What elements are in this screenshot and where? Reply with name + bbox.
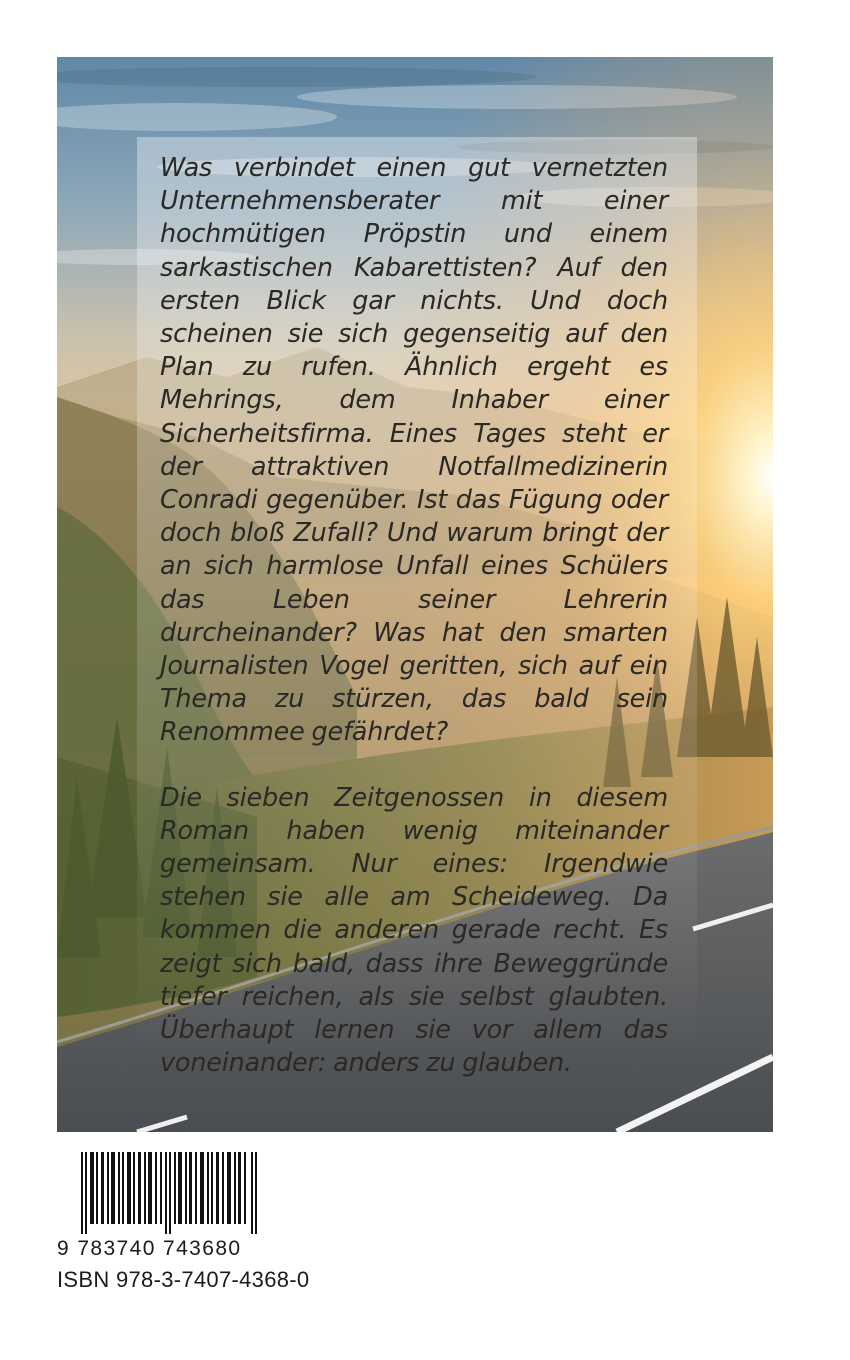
blurb-paragraph-2: Die sieben Zeitgenossen in diesem Roman haben wenig miteinander gemeinsam. Nur eines: Irgendwie stehen sie alle am Scheideweg. Da kommen die anderen gerade recht. Es zeigt sich bald, dass ihre Beweggründe tiefer reichen, als sie selbst glaubten. Überhaupt lernen sie vor allem das voneinander: anders zu glauben. [160, 782, 668, 1079]
back-cover-blurb [160, 152, 668, 1080]
barcode-digits: 9 783740 743680 [57, 1237, 242, 1260]
barcode-icon [81, 1152, 259, 1234]
blurb-paragraph-1: Was verbindet einen gut vernetzten Unternehmensberater mit einer hochmütigen Pröpstin und einem sarkastischen Kabarettisten? Auf den ersten Blick gar nichts. Und doch scheinen sie sich gegenseitig auf den Plan zu rufen. Ähnlich ergeht es Mehrings, dem Inhaber einer Sicherheitsfirma. Eines Tages steht er der attraktiven Notfallmedizinerin Conradi gegenüber. Ist das Fügung oder doch bloß Zufall? Und warum bringt der an sich harmlose Unfall eines Schülers das Leben seiner Lehrerin durcheinander? Was hat den smarten Journalisten Vogel geritten, sich auf ein Thema zu stürzen, das bald sein Renommee gefährdet? [160, 153, 668, 748]
isbn-label: ISBN 978-3-7407-4368-0 [57, 1267, 310, 1292]
